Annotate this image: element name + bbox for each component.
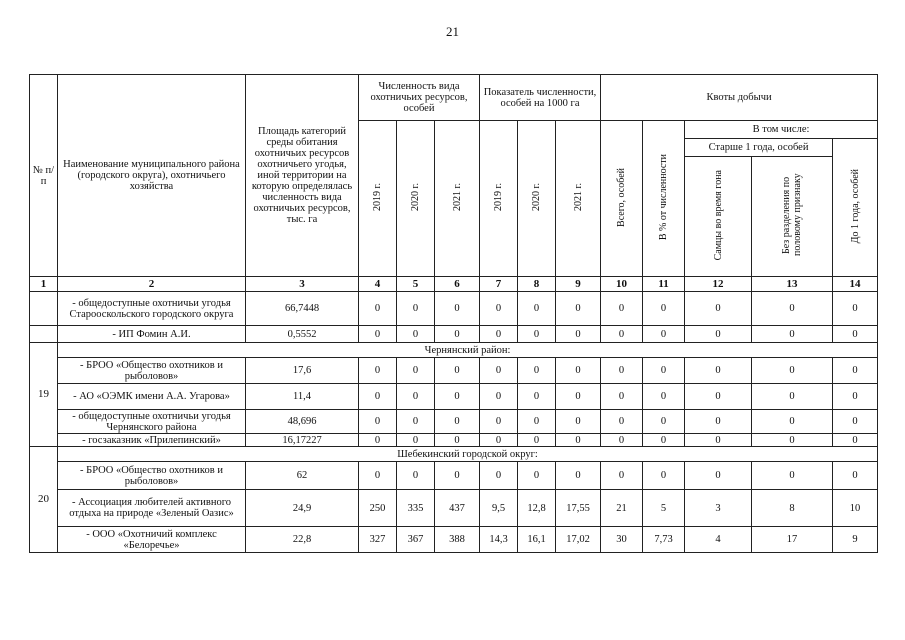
value-cell: 0 [397,326,435,343]
hunting-ground-name: - Ассоциация любителей активного отдыха на природе «Зеленый Оазис» [58,490,246,527]
header-quota-group: Квоты добычи [601,75,878,121]
value-cell: 0 [601,434,643,447]
value-cell: 7,73 [643,527,685,553]
header-pop-2019: 2019 г. [359,121,397,277]
value-cell: 0 [359,292,397,326]
header-males: Самцы во время гона [685,157,752,277]
page-number: 21 [446,24,459,39]
column-number: 2 [58,277,246,292]
value-cell: 0 [752,384,833,410]
value-cell: 0 [643,358,685,384]
value-cell: 250 [359,490,397,527]
value-cell: 0 [480,434,518,447]
header-older: Старше 1 года, особей [685,139,833,157]
value-cell: 0 [480,358,518,384]
table-row [30,527,878,553]
value-cell: 0 [359,326,397,343]
value-cell: 0 [752,434,833,447]
column-number: 8 [518,277,556,292]
header-percent: В % от численности [643,121,685,277]
value-cell: 388 [435,527,480,553]
hunting-ground-name: - общедоступные охотничьи угодья Чернянского района [58,410,246,434]
district-number: 19 [30,343,58,447]
value-cell: 0 [435,326,480,343]
header-pop-2020: 2020 г. [397,121,435,277]
header-density-group: Показатель численности, особей на 1000 га [480,75,601,121]
table-row [30,490,878,527]
column-number: 11 [643,277,685,292]
table-row [30,462,878,490]
header-num: № п/п [30,75,58,277]
value-cell: 9 [833,527,878,553]
header-dens-2019: 2019 г. [480,121,518,277]
value-cell: 0 [643,434,685,447]
header-pop-2021: 2021 г. [435,121,480,277]
value-cell: 0 [601,292,643,326]
header-dens-2020: 2020 г. [518,121,556,277]
value-cell: 0 [752,462,833,490]
header-including: В том числе: [685,121,878,139]
hunting-ground-name: - ООО «Охотничий комплекс «Белоречье» [58,527,246,553]
value-cell: 12,8 [518,490,556,527]
hunting-ground-name: - АО «ОЭМК имени А.А. Угарова» [58,384,246,410]
column-number: 6 [435,277,480,292]
value-cell: 0 [601,410,643,434]
value-cell: 0 [833,434,878,447]
column-number: 4 [359,277,397,292]
table-row [30,292,878,326]
value-cell: 367 [397,527,435,553]
value-cell: 8 [752,490,833,527]
value-cell: 0 [833,410,878,434]
value-cell: 0 [518,384,556,410]
column-number: 13 [752,277,833,292]
value-cell: 0 [752,358,833,384]
value-cell: 0 [685,410,752,434]
value-cell: 327 [359,527,397,553]
quota-table [29,74,878,553]
value-cell: 21 [601,490,643,527]
value-cell: 0 [435,358,480,384]
column-number: 9 [556,277,601,292]
value-cell: 0 [685,326,752,343]
district-name: Чернянский район: [58,343,878,358]
value-cell: 14,3 [480,527,518,553]
column-number: 12 [685,277,752,292]
value-cell: 0 [556,384,601,410]
column-number: 14 [833,277,878,292]
value-cell: 0 [397,434,435,447]
hunting-ground-name: - госзаказник «Прилепинский» [58,434,246,447]
value-cell: 437 [435,490,480,527]
table-row [30,358,878,384]
district-number: 20 [30,447,58,553]
value-cell: 0 [518,434,556,447]
value-cell: 17,02 [556,527,601,553]
hunting-ground-name: - ИП Фомин А.И. [58,326,246,343]
value-cell: 10 [833,490,878,527]
value-cell: 0 [643,462,685,490]
column-number: 3 [246,277,359,292]
value-cell: 0 [685,292,752,326]
value-cell: 0 [359,384,397,410]
value-cell: 0 [480,410,518,434]
area-value: 16,17227 [246,434,359,447]
area-value: 24,9 [246,490,359,527]
value-cell: 0 [397,462,435,490]
value-cell: 0 [643,292,685,326]
value-cell: 0 [435,384,480,410]
value-cell: 0 [480,462,518,490]
table-row [30,434,878,447]
value-cell: 0 [518,410,556,434]
value-cell: 0 [397,410,435,434]
row-number-cell [30,326,58,343]
value-cell: 0 [685,358,752,384]
hunting-ground-name: - общедоступные охотничьи угодья Старооскольского городского округа [58,292,246,326]
value-cell: 0 [435,292,480,326]
value-cell: 0 [752,326,833,343]
value-cell: 0 [601,384,643,410]
value-cell: 0 [435,410,480,434]
area-value: 62 [246,462,359,490]
value-cell: 0 [359,462,397,490]
value-cell: 0 [518,326,556,343]
header-dens-2021: 2021 г. [556,121,601,277]
hunting-ground-name: - БРОО «Общество охотников и рыболовов» [58,358,246,384]
value-cell: 0 [601,358,643,384]
row-number-cell [30,292,58,326]
value-cell: 0 [833,292,878,326]
value-cell: 0 [601,462,643,490]
district-row [30,447,878,462]
value-cell: 0 [397,292,435,326]
value-cell: 0 [601,326,643,343]
value-cell: 30 [601,527,643,553]
value-cell: 17 [752,527,833,553]
value-cell: 0 [685,384,752,410]
hunting-ground-name: - БРОО «Общество охотников и рыболовов» [58,462,246,490]
value-cell: 0 [643,326,685,343]
value-cell: 0 [643,410,685,434]
table-row [30,384,878,410]
value-cell: 0 [518,292,556,326]
value-cell: 5 [643,490,685,527]
value-cell: 0 [833,384,878,410]
value-cell: 0 [435,462,480,490]
value-cell: 0 [833,326,878,343]
value-cell: 0 [397,384,435,410]
value-cell: 0 [685,462,752,490]
header-name: Наименование муниципального района (городского округа), охотничьего хозяйства [58,75,246,277]
value-cell: 0 [435,434,480,447]
column-number: 10 [601,277,643,292]
table-body [30,277,878,553]
value-cell: 3 [685,490,752,527]
value-cell: 0 [480,326,518,343]
area-value: 17,6 [246,358,359,384]
value-cell: 0 [752,292,833,326]
value-cell: 0 [397,358,435,384]
column-number: 7 [480,277,518,292]
column-number: 1 [30,277,58,292]
value-cell: 0 [685,434,752,447]
table-header [30,75,878,277]
value-cell: 0 [556,462,601,490]
value-cell: 0 [480,384,518,410]
district-name: Шебекинский городской округ: [58,447,878,462]
value-cell: 0 [556,358,601,384]
district-row [30,343,878,358]
header-young: До 1 года, особей [833,139,878,277]
column-number: 5 [397,277,435,292]
value-cell: 0 [556,326,601,343]
value-cell: 0 [556,434,601,447]
table-row [30,326,878,343]
area-value: 66,7448 [246,292,359,326]
header-area: Площадь категорий среды обитания охотничьих ресурсов охотничьего угодья, иной территории на которую определялась численность вида охотничьих ресурсов, тыс. га [246,75,359,277]
header-no-sex: Без разделения по половому признаку [752,157,833,277]
value-cell: 0 [359,434,397,447]
value-cell: 0 [359,410,397,434]
value-cell: 0 [518,462,556,490]
value-cell: 4 [685,527,752,553]
value-cell: 0 [556,292,601,326]
value-cell: 0 [518,358,556,384]
value-cell: 0 [556,410,601,434]
value-cell: 0 [833,462,878,490]
value-cell: 17,55 [556,490,601,527]
area-value: 22,8 [246,527,359,553]
value-cell: 0 [643,384,685,410]
column-number-row [30,277,878,292]
area-value: 11,4 [246,384,359,410]
value-cell: 335 [397,490,435,527]
value-cell: 0 [359,358,397,384]
area-value: 48,696 [246,410,359,434]
value-cell: 9,5 [480,490,518,527]
value-cell: 16,1 [518,527,556,553]
value-cell: 0 [752,410,833,434]
value-cell: 0 [480,292,518,326]
header-total: Всего, особей [601,121,643,277]
table-row [30,410,878,434]
area-value: 0,5552 [246,326,359,343]
value-cell: 0 [833,358,878,384]
header-population-group: Численность вида охотничьих ресурсов, особей [359,75,480,121]
